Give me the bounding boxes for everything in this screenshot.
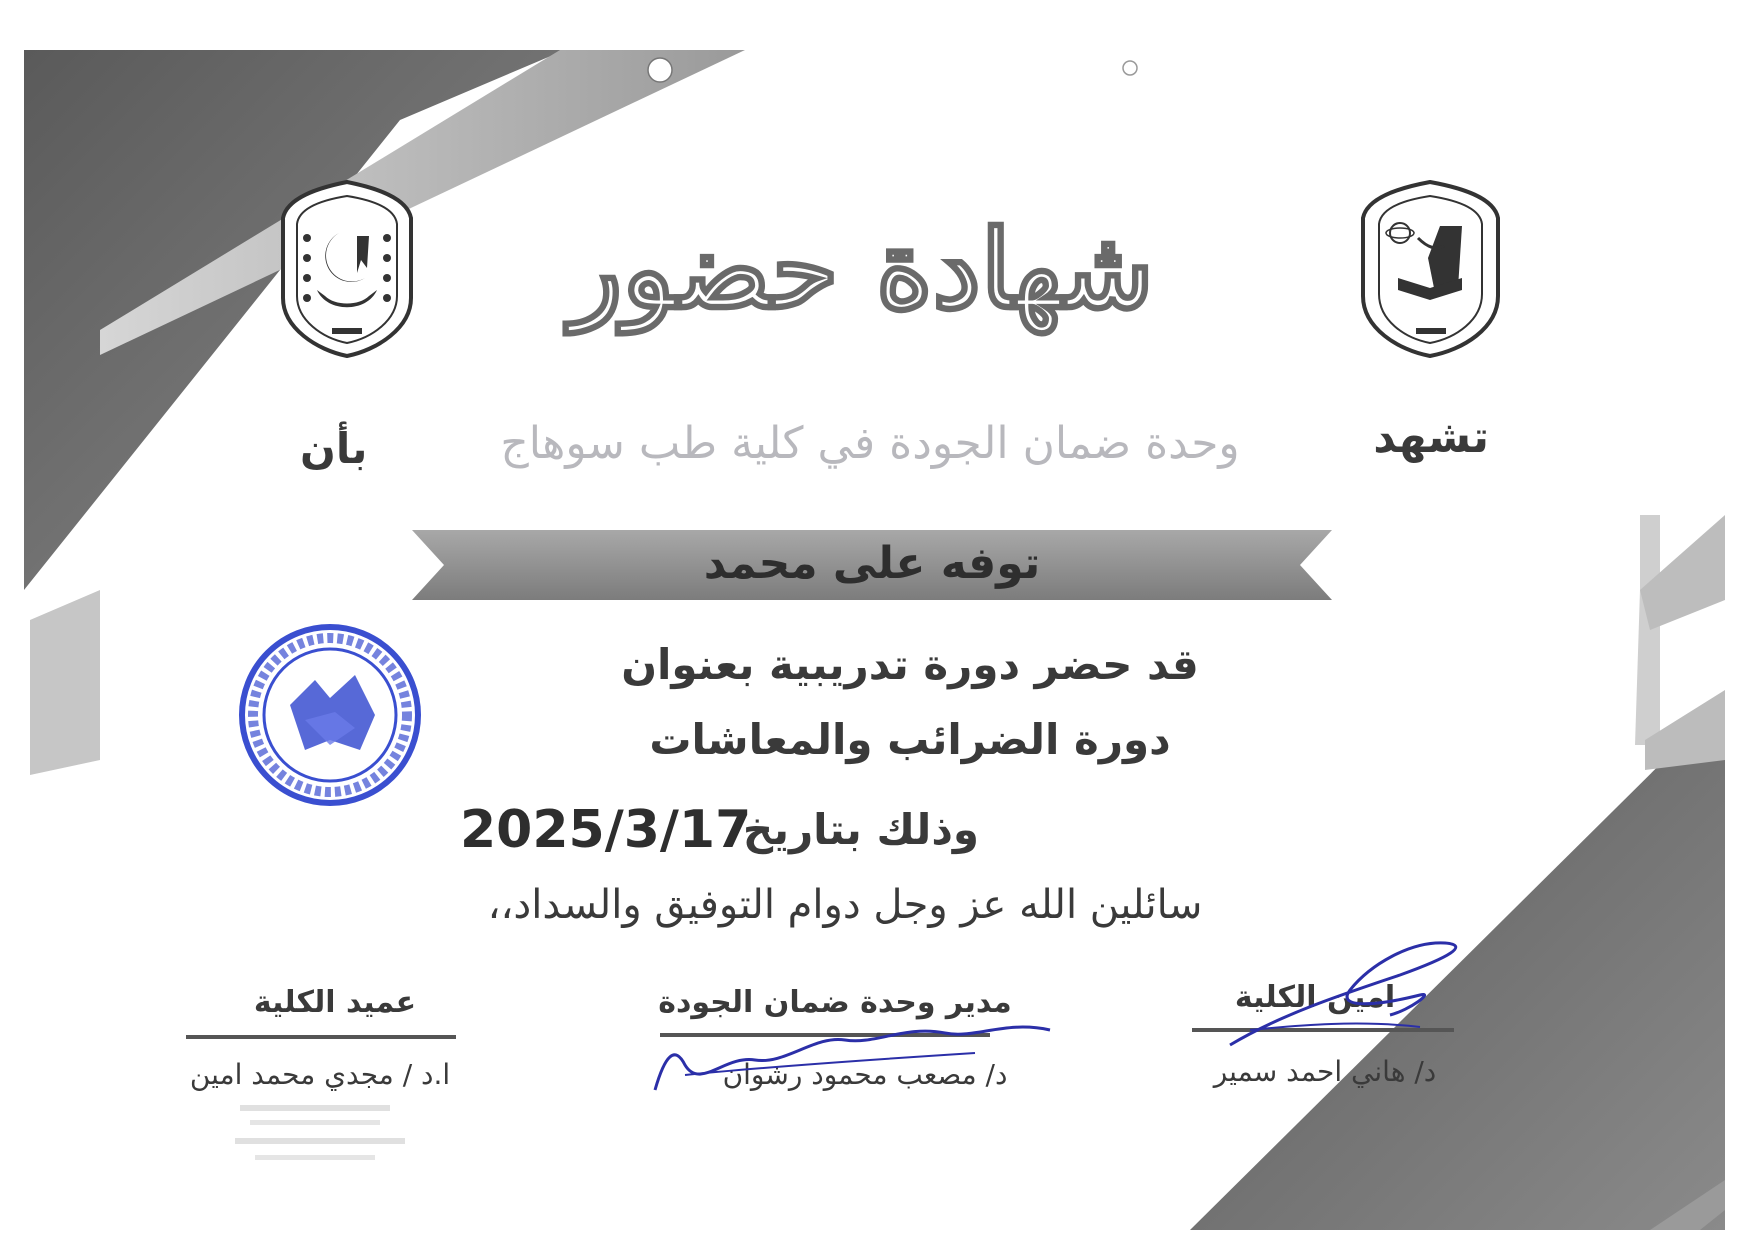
- frame-hole: [648, 58, 672, 82]
- date-label: وذلك بتاريخ: [742, 805, 979, 854]
- that-label: بأن: [300, 424, 368, 473]
- signatory-1-title: امين الكلية: [1234, 980, 1396, 1015]
- signatory-2-title: مدير وحدة ضمان الجودة: [658, 985, 1012, 1020]
- signatory-2-name: د/ مصعب محمود رشوان: [722, 1058, 1008, 1091]
- date-value: 2025/3/17: [460, 800, 752, 860]
- frame-right-top-light: [1635, 515, 1660, 745]
- course-title: دورة الضرائب والمعاشات: [649, 715, 1171, 764]
- certificate-title: شهادة حضور: [570, 207, 1154, 333]
- signatory-1-name: د/ هاني احمد سمير: [1213, 1055, 1437, 1088]
- issuer-unit: وحدة ضمان الجودة في كلية طب سوهاج: [500, 418, 1240, 469]
- signature-1-mark: [1220, 935, 1480, 1055]
- faculty-logo-left: [277, 178, 417, 358]
- university-logo-right: [1358, 178, 1503, 358]
- testify-label: تشهد: [1373, 412, 1489, 463]
- recipient-name: توفه على محمد: [703, 537, 1041, 589]
- attended-course-text: قد حضر دورة تدريبية بعنوان: [621, 640, 1199, 689]
- signature-2-mark: [645, 1015, 1065, 1095]
- signatory-3-title: عميد الكلية: [253, 985, 417, 1020]
- faint-stamp-marks: [235, 1105, 405, 1160]
- closing-text: سائلين الله عز وجل دوام التوفيق والسداد،،: [487, 882, 1203, 928]
- frame-hole-small: [1123, 61, 1137, 75]
- frame-left-mid: [30, 590, 100, 775]
- signatory-3-line: [186, 1035, 456, 1039]
- signatory-3-name: ا.د / مجدي محمد امين: [189, 1058, 451, 1091]
- official-seal-stamp: [235, 620, 425, 810]
